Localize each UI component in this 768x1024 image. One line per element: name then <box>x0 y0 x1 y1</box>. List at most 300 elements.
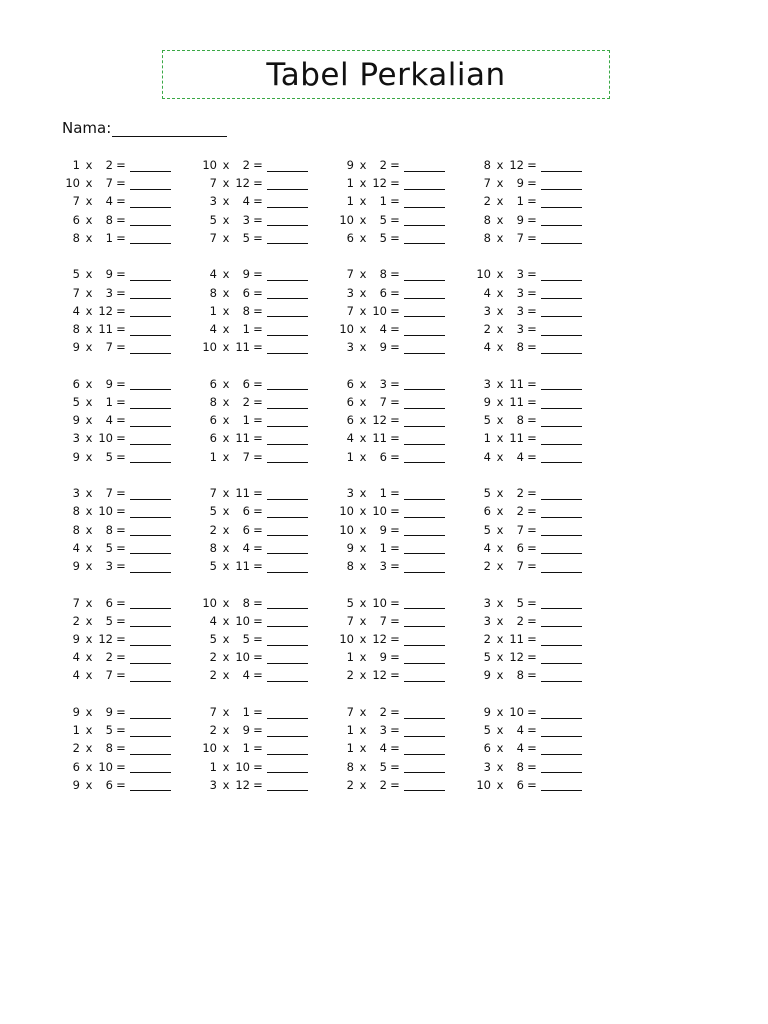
multiplicand: 7 <box>483 176 491 191</box>
answer-blank[interactable] <box>541 778 582 791</box>
times-sign: x <box>496 230 504 245</box>
answer-blank[interactable] <box>267 432 308 445</box>
answer-blank[interactable] <box>541 760 582 773</box>
equals-sign: = <box>116 176 126 191</box>
multiplier: 3 <box>516 322 524 336</box>
problem-row <box>60 612 171 630</box>
answer-blank[interactable] <box>541 304 582 317</box>
answer-blank[interactable] <box>404 706 445 719</box>
equals-sign: = <box>390 705 400 719</box>
answer-blank[interactable] <box>404 341 445 354</box>
answer-blank[interactable] <box>130 341 171 354</box>
times-sign: x <box>496 559 504 573</box>
multiplicand: 3 <box>346 340 354 355</box>
answer-blank[interactable] <box>130 523 171 536</box>
answer-blank[interactable] <box>130 159 171 172</box>
answer-blank[interactable] <box>541 706 582 719</box>
multiplier: 10 <box>235 613 250 628</box>
answer-blank[interactable] <box>130 195 171 208</box>
answer-blank[interactable] <box>130 706 171 719</box>
times-sign: x <box>222 705 230 719</box>
multiplier: 12 <box>372 668 387 683</box>
answer-blank[interactable] <box>267 742 308 755</box>
answer-blank[interactable] <box>130 487 171 500</box>
answer-blank[interactable] <box>541 231 582 244</box>
answer-blank[interactable] <box>267 523 308 536</box>
answer-blank[interactable] <box>130 304 171 317</box>
answer-blank[interactable] <box>267 541 308 554</box>
problem-row <box>60 393 171 411</box>
times-sign: x <box>222 540 230 555</box>
multiplier: 7 <box>516 522 524 537</box>
multiplicand: 4 <box>483 285 491 300</box>
multiplicand: 10 <box>202 158 217 172</box>
multiplier: 2 <box>379 705 387 719</box>
multiplier: 5 <box>242 230 250 245</box>
answer-blank[interactable] <box>541 487 582 500</box>
equals-sign: = <box>116 194 126 209</box>
times-sign: x <box>222 449 230 464</box>
equals-sign: = <box>116 340 126 355</box>
answer-blank[interactable] <box>130 213 171 226</box>
answer-blank[interactable] <box>541 396 582 409</box>
multiplier: 7 <box>379 395 387 409</box>
problem-row <box>197 557 308 575</box>
name-label: Nama: <box>62 119 112 137</box>
answer-blank[interactable] <box>404 760 445 773</box>
equals-sign: = <box>390 486 400 501</box>
problem-row <box>60 284 171 302</box>
multiplier: 10 <box>235 650 250 665</box>
problem-row <box>197 648 308 666</box>
answer-blank[interactable] <box>130 432 171 445</box>
equals-sign: = <box>116 413 126 428</box>
problem-row <box>471 429 582 447</box>
answer-blank[interactable] <box>267 450 308 463</box>
equals-sign: = <box>527 322 537 336</box>
times-sign: x <box>85 559 93 573</box>
multiplicand: 9 <box>72 449 80 464</box>
answer-blank[interactable] <box>404 323 445 336</box>
problem-row <box>334 758 445 776</box>
problem-row <box>197 265 308 283</box>
problem-row <box>197 393 308 411</box>
answer-blank[interactable] <box>130 286 171 299</box>
answer-blank[interactable] <box>404 724 445 737</box>
answer-blank[interactable] <box>541 614 582 627</box>
answer-blank[interactable] <box>267 724 308 737</box>
answer-blank[interactable] <box>404 414 445 427</box>
answer-blank[interactable] <box>267 377 308 390</box>
multiplier: 3 <box>105 559 113 573</box>
problem-row <box>471 594 582 612</box>
answer-blank[interactable] <box>267 651 308 664</box>
equals-sign: = <box>390 559 400 573</box>
times-sign: x <box>359 650 367 665</box>
multiplicand: 6 <box>346 230 354 245</box>
answer-blank[interactable] <box>404 633 445 646</box>
times-sign: x <box>496 650 504 665</box>
multiplier: 5 <box>516 595 524 610</box>
answer-blank[interactable] <box>404 742 445 755</box>
times-sign: x <box>222 595 230 610</box>
answer-blank[interactable] <box>130 177 171 190</box>
answer-blank[interactable] <box>267 159 308 172</box>
answer-blank[interactable] <box>404 195 445 208</box>
answer-blank[interactable] <box>404 541 445 554</box>
answer-blank[interactable] <box>404 487 445 500</box>
answer-blank[interactable] <box>130 760 171 773</box>
answer-blank[interactable] <box>267 323 308 336</box>
multiplicand: 5 <box>483 413 491 428</box>
problem-row <box>197 612 308 630</box>
answer-blank[interactable] <box>404 560 445 573</box>
multiplicand: 2 <box>346 777 354 792</box>
answer-blank[interactable] <box>267 304 308 317</box>
equals-sign: = <box>390 431 400 446</box>
answer-blank[interactable] <box>541 651 582 664</box>
problem-row <box>60 521 171 539</box>
equals-sign: = <box>390 212 400 227</box>
problem-row <box>197 174 308 192</box>
multiplicand: 10 <box>202 595 217 610</box>
multiplier: 8 <box>516 340 524 355</box>
multiplicand: 8 <box>72 504 80 519</box>
answer-blank[interactable] <box>541 450 582 463</box>
equals-sign: = <box>253 267 263 282</box>
multiplicand: 6 <box>209 376 217 391</box>
answer-blank[interactable] <box>130 505 171 518</box>
answer-blank[interactable] <box>130 651 171 664</box>
times-sign: x <box>359 376 367 391</box>
problem-row <box>197 539 308 557</box>
times-sign: x <box>496 613 504 628</box>
answer-blank[interactable] <box>130 541 171 554</box>
multiplier: 9 <box>105 267 113 282</box>
answer-blank[interactable] <box>130 396 171 409</box>
answer-blank[interactable] <box>130 377 171 390</box>
answer-blank[interactable] <box>130 633 171 646</box>
answer-blank[interactable] <box>130 231 171 244</box>
times-sign: x <box>359 395 367 409</box>
answer-blank[interactable] <box>404 177 445 190</box>
multiplier: 12 <box>98 303 113 318</box>
answer-blank[interactable] <box>130 669 171 682</box>
equals-sign: = <box>116 613 126 628</box>
equals-sign: = <box>253 540 263 555</box>
multiplicand: 7 <box>72 194 80 209</box>
problem-row <box>471 557 582 575</box>
times-sign: x <box>359 559 367 573</box>
times-sign: x <box>222 504 230 519</box>
answer-blank[interactable] <box>267 487 308 500</box>
answer-blank[interactable] <box>267 213 308 226</box>
answer-blank[interactable] <box>130 323 171 336</box>
problem-row <box>197 375 308 393</box>
answer-blank[interactable] <box>404 304 445 317</box>
multiplier: 11 <box>235 340 250 355</box>
times-sign: x <box>85 613 93 628</box>
problem-row <box>471 721 582 739</box>
multiplier: 6 <box>242 285 250 300</box>
answer-blank[interactable] <box>130 778 171 791</box>
problem-row <box>334 648 445 666</box>
answer-blank[interactable] <box>267 505 308 518</box>
times-sign: x <box>85 267 93 282</box>
answer-blank[interactable] <box>267 669 308 682</box>
multiplicand: 8 <box>209 285 217 300</box>
answer-blank[interactable] <box>404 286 445 299</box>
answer-blank[interactable] <box>404 213 445 226</box>
problem-row <box>60 648 171 666</box>
times-sign: x <box>359 777 367 792</box>
multiplier: 11 <box>509 632 524 646</box>
equals-sign: = <box>253 613 263 628</box>
problem-row <box>334 721 445 739</box>
problem-row <box>471 320 582 338</box>
multiplicand: 6 <box>209 413 217 428</box>
answer-blank[interactable] <box>130 414 171 427</box>
answer-blank[interactable] <box>541 195 582 208</box>
answer-blank[interactable] <box>267 596 308 609</box>
equals-sign: = <box>253 322 263 336</box>
times-sign: x <box>359 723 367 738</box>
multiplicand: 1 <box>346 741 354 756</box>
answer-blank[interactable] <box>541 377 582 390</box>
multiplicand: 2 <box>209 668 217 683</box>
answer-blank[interactable] <box>541 541 582 554</box>
problem-row <box>334 229 445 247</box>
problem-row <box>334 284 445 302</box>
answer-blank[interactable] <box>541 596 582 609</box>
equals-sign: = <box>116 559 126 573</box>
problem-row <box>471 648 582 666</box>
multiplier: 8 <box>242 595 250 610</box>
answer-blank[interactable] <box>541 633 582 646</box>
answer-blank[interactable] <box>541 560 582 573</box>
multiplier: 8 <box>516 668 524 683</box>
multiplier: 7 <box>105 486 113 501</box>
answer-blank[interactable] <box>130 450 171 463</box>
answer-blank[interactable] <box>130 268 171 281</box>
problem-row <box>334 320 445 338</box>
problem-row <box>60 502 171 520</box>
answer-blank[interactable] <box>541 669 582 682</box>
multiplier: 3 <box>379 559 387 573</box>
multiplier: 11 <box>372 431 387 446</box>
times-sign: x <box>85 194 93 209</box>
answer-blank[interactable] <box>541 177 582 190</box>
problem-row <box>197 703 308 721</box>
problem-row <box>471 411 582 429</box>
problem-row <box>334 156 445 174</box>
times-sign: x <box>222 230 230 245</box>
answer-blank[interactable] <box>130 742 171 755</box>
answer-blank[interactable] <box>404 523 445 536</box>
equals-sign: = <box>527 650 537 665</box>
answer-blank[interactable] <box>130 724 171 737</box>
multiplicand: 10 <box>339 322 354 336</box>
times-sign: x <box>359 668 367 683</box>
multiplicand: 8 <box>72 230 80 245</box>
problem-row <box>471 502 582 520</box>
answer-blank[interactable] <box>541 323 582 336</box>
answer-blank[interactable] <box>404 669 445 682</box>
answer-blank[interactable] <box>404 450 445 463</box>
problem-row <box>60 630 171 648</box>
problem-row <box>197 721 308 739</box>
multiplier: 9 <box>242 267 250 282</box>
answer-blank[interactable] <box>404 396 445 409</box>
equals-sign: = <box>253 595 263 610</box>
problem-row <box>334 375 445 393</box>
answer-blank[interactable] <box>267 396 308 409</box>
times-sign: x <box>85 158 93 172</box>
answer-blank[interactable] <box>541 213 582 226</box>
multiplier: 5 <box>379 230 387 245</box>
multiplier: 6 <box>242 376 250 391</box>
answer-blank[interactable] <box>541 505 582 518</box>
multiplicand: 4 <box>483 540 491 555</box>
answer-blank[interactable] <box>541 432 582 445</box>
answer-blank[interactable] <box>267 706 308 719</box>
multiplier: 5 <box>105 723 113 738</box>
multiplier: 11 <box>509 376 524 391</box>
times-sign: x <box>85 540 93 555</box>
times-sign: x <box>85 322 93 336</box>
multiplicand: 9 <box>72 413 80 428</box>
answer-blank[interactable] <box>267 195 308 208</box>
equals-sign: = <box>527 759 537 774</box>
answer-blank[interactable] <box>404 432 445 445</box>
answer-blank[interactable] <box>267 778 308 791</box>
equals-sign: = <box>253 158 263 172</box>
answer-blank[interactable] <box>541 286 582 299</box>
multiplicand: 2 <box>483 194 491 209</box>
equals-sign: = <box>116 522 126 537</box>
multiplicand: 1 <box>346 650 354 665</box>
answer-blank[interactable] <box>541 742 582 755</box>
equals-sign: = <box>390 668 400 683</box>
answer-blank[interactable] <box>267 177 308 190</box>
multiplier: 9 <box>516 212 524 227</box>
times-sign: x <box>496 376 504 391</box>
problem-row <box>471 484 582 502</box>
problem-row <box>60 229 171 247</box>
answer-blank[interactable] <box>267 231 308 244</box>
times-sign: x <box>359 705 367 719</box>
answer-blank[interactable] <box>541 268 582 281</box>
multiplicand: 9 <box>72 777 80 792</box>
times-sign: x <box>496 267 504 282</box>
equals-sign: = <box>390 395 400 409</box>
answer-blank[interactable] <box>267 633 308 646</box>
equals-sign: = <box>390 650 400 665</box>
times-sign: x <box>222 759 230 774</box>
multiplier: 11 <box>235 559 250 573</box>
times-sign: x <box>496 176 504 191</box>
multiplicand: 8 <box>483 230 491 245</box>
problem-row <box>334 594 445 612</box>
answer-blank[interactable] <box>404 614 445 627</box>
times-sign: x <box>85 413 93 428</box>
multiplicand: 5 <box>346 595 354 610</box>
multiplier: 4 <box>242 540 250 555</box>
answer-blank[interactable] <box>404 377 445 390</box>
answer-blank[interactable] <box>541 341 582 354</box>
equals-sign: = <box>390 613 400 628</box>
answer-blank[interactable] <box>267 614 308 627</box>
multiplier: 1 <box>242 322 250 336</box>
problem-row <box>197 502 308 520</box>
multiplicand: 1 <box>209 759 217 774</box>
times-sign: x <box>85 376 93 391</box>
answer-blank[interactable] <box>541 523 582 536</box>
answer-blank[interactable] <box>404 231 445 244</box>
answer-blank[interactable] <box>404 268 445 281</box>
problem-row <box>471 539 582 557</box>
answer-blank[interactable] <box>404 505 445 518</box>
multiplicand: 3 <box>483 303 491 318</box>
answer-blank[interactable] <box>404 596 445 609</box>
times-sign: x <box>222 741 230 756</box>
answer-blank[interactable] <box>404 651 445 664</box>
equals-sign: = <box>527 522 537 537</box>
times-sign: x <box>222 212 230 227</box>
equals-sign: = <box>390 449 400 464</box>
multiplicand: 3 <box>209 194 217 209</box>
multiplier: 2 <box>379 777 387 792</box>
problem-row <box>471 739 582 757</box>
equals-sign: = <box>253 759 263 774</box>
multiplier: 10 <box>372 504 387 519</box>
answer-blank[interactable] <box>267 268 308 281</box>
answer-blank[interactable] <box>404 778 445 791</box>
multiplicand: 7 <box>346 267 354 282</box>
answer-blank[interactable] <box>267 286 308 299</box>
problem-row <box>60 192 171 210</box>
answer-blank[interactable] <box>267 341 308 354</box>
times-sign: x <box>222 376 230 391</box>
times-sign: x <box>222 395 230 409</box>
times-sign: x <box>359 322 367 336</box>
answer-blank[interactable] <box>130 560 171 573</box>
multiplicand: 9 <box>72 705 80 719</box>
answer-blank[interactable] <box>130 614 171 627</box>
problem-row <box>60 211 171 229</box>
answer-blank[interactable] <box>267 560 308 573</box>
answer-blank[interactable] <box>267 760 308 773</box>
times-sign: x <box>222 486 230 501</box>
times-sign: x <box>359 267 367 282</box>
page-title: Tabel Perkalian <box>266 56 506 93</box>
times-sign: x <box>359 741 367 756</box>
answer-blank[interactable] <box>541 724 582 737</box>
answer-blank[interactable] <box>267 414 308 427</box>
answer-blank[interactable] <box>541 414 582 427</box>
multiplier: 4 <box>105 194 113 209</box>
answer-blank[interactable] <box>541 159 582 172</box>
equals-sign: = <box>527 632 537 646</box>
answer-blank[interactable] <box>130 596 171 609</box>
multiplier: 5 <box>379 212 387 227</box>
times-sign: x <box>222 322 230 336</box>
times-sign: x <box>222 158 230 172</box>
equals-sign: = <box>527 777 537 792</box>
answer-blank[interactable] <box>404 159 445 172</box>
multiplicand: 5 <box>209 559 217 573</box>
equals-sign: = <box>253 340 263 355</box>
